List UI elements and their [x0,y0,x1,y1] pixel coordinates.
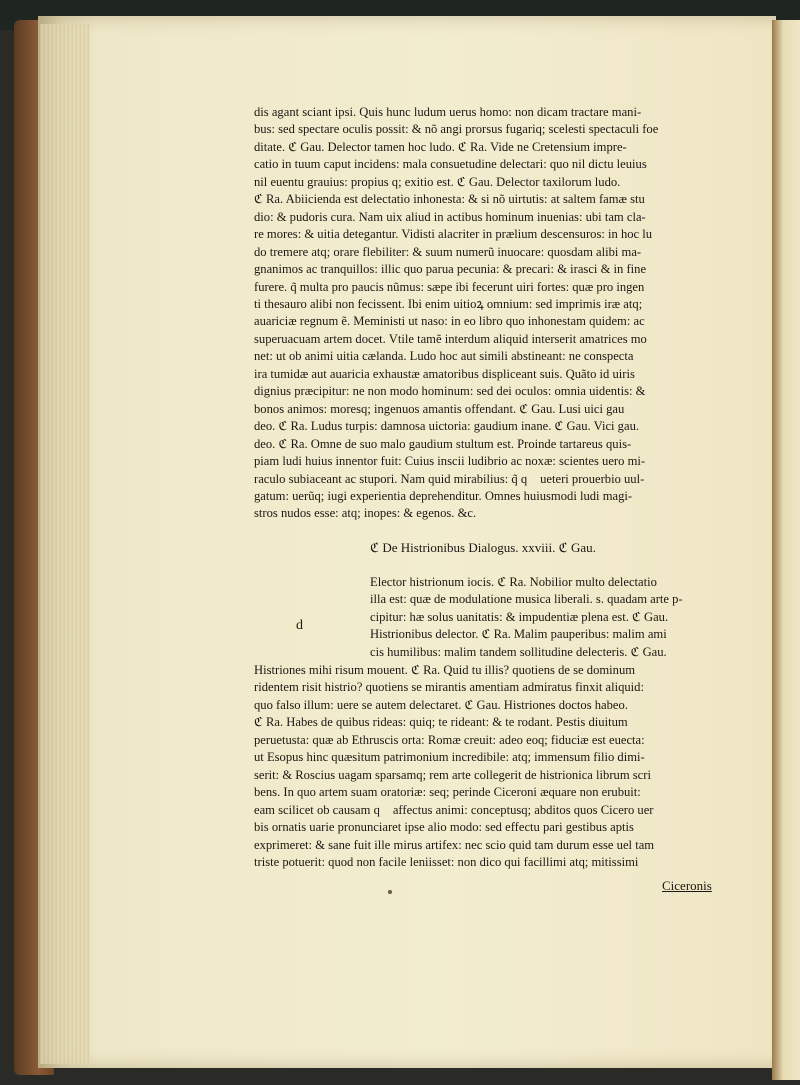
text-line: Elector histrionum iocis. ℭ Ra. Nobilior multo delectatio [370,575,657,589]
text-line: ut Esopus hinc quæsitum patrimonium incredibile: atq; immensum filio dimi- [254,750,645,765]
text-line: triste potuerit: quod non facile leniisset: non dico qui facillimi atq; mitissimi [254,854,639,869]
text-line: stros nudos esse: atq; inopes: & egenos. &c. [254,506,477,521]
text-line: exprimeret: & sane fuit ille mirus artifex: nec scio quid tam durum esse uel tam [254,837,655,852]
section-heading: ℭ De Histrionibus Dialogus. xxviii. ℭ Gau. [370,540,596,555]
text-line: bonos animos: moresq; ingenuos amantis offendant. ℭ Gau. Lusi uici gau [254,401,625,416]
text-line: quo falso illum: uere se autem delectaret. ℭ Gau. Histriones doctos habeo. [254,697,628,712]
text-line: furere. q̃ multa pro paucis nũmus: sæpe ibi fecerunt uiri fortes: quæ pro ingen [254,279,645,294]
facing-page-edge [772,20,800,1080]
text-line: ridentem risit histrio? quotiens se mirantis amentiam admiratus finxit aliquid: [254,680,644,695]
text-line: gatum: uerũq; iugi experientia deprehenditur. Omnes huiusmodi ludi magi- [254,488,633,503]
page-stack-edges [40,24,90,1064]
text-line: deo. ℭ Ra. Ludus turpis: damnosa uictoria: gaudium inane. ℭ Gau. Vici gau. [254,419,640,434]
text-line: cis humilibus: malim tandem sollitudine delecteris. ℭ Gau. [370,644,667,659]
text-line: illa est: quæ de modulatione musica liberali. s. quadam arte p- [370,592,683,607]
text-line: eam scilicet ob causam q᷑ affectus animi: conceptusq; abditos quos Cicero uer [254,802,654,817]
text-line: deo. ℭ Ra. Omne de suo malo gaudium stultum est. Proinde tartareus quis- [254,436,632,451]
text-line: bis ornatis uarie pronunciaret ipse alio modo: sed effectu pari gestibus aptis [254,820,634,835]
text-line: raculo subiaceant ac stupori. Nam quid mirabilius: q̃ q᷑ ueteri prouerbio uul- [254,471,645,486]
indented-text-block [370,574,732,661]
text-line: nil euentu grauius: propius q; exitio est. ℭ Gau. Delector taxilorum ludo. [254,174,621,189]
text-line: re mores: & uitia detegantur. Vidisti alacriter in prælium descensuros: in hoc lu [254,227,653,242]
text-line: gnanimos ac tranquillos: illic quo parua pecunia: & precari: & irasci & in fine [254,262,647,277]
text-line: auariciæ regnum ẽ. Meministi ut naso: in eo libro quo inhonestam quidem: ac [254,314,645,329]
margin-letter: d [296,618,303,633]
text-line: bus: sed spectare oculis possit: & nõ angi prorsus fugariq; scelesti spectaculi foe [254,122,659,137]
text-line: peruetusta: quæ ab Ethruscis orta: Romæ creuit: adeo eoq; fiduciæ est euecta: [254,732,645,747]
lower-text-block [254,662,730,871]
text-line: Histriones mihi risum mouent. ℭ Ra. Quid tu illis? quotiens de se dominum [254,663,636,677]
text-line: dis agant sciant ipsi. Quis hunc ludum uerus homo: non dicam tractare mani- [254,105,642,119]
text-line: ℭ Ra. Abiicienda est delectatio inhonesta: & si nõ uirtutis: at saltem famæ stu [254,192,645,207]
text-line: dio: & pudoris cura. Nam uix aliud in actibus hominum inuenias: ubi tam cla- [254,209,646,224]
text-line: ℭ Ra. Habes de quibus rideas: quiq; te rideant: & te rodant. Pestis diuitum [254,715,628,730]
text-line: piam ludi huius innentor fuit: Cuius inscii ludibrio ac noxæ: scientes uero mi- [254,454,646,469]
text-line: superuacuam artem docet. Vtile tamẽ interdum aliquid interserit amatrices mo [254,331,647,346]
text-line: Histrionibus delector. ℭ Ra. Malim pauperibus: malim ami [370,627,667,642]
text-line: cipitur: hæ solus uanitatis: & impudentiæ plena est. ℭ Gau. [370,609,669,624]
text-line: net: ut ob animi uitia cælanda. Ludo hoc aut simili abstineant: ne conspecta [254,349,634,364]
main-text-block [254,104,730,523]
text-line: dignius præcipitur: ne non modo hominum: sed dei oculos: omnia uidentis: & [254,384,646,399]
catchword: Ciceronis [662,878,712,893]
ink-mark [388,890,392,894]
text-line: ira tumidæ aut auaricia exhaustæ amatoribus displiceant suis. Quãto id uiris [254,366,635,381]
text-line: catio in tuum caput incidens: mala consuetudine delectari: quo nil dictu leuius [254,157,647,172]
text-line: ditate. ℭ Gau. Delector tamen hoc ludo. ℭ Ra. Vide ne Cretensium impre- [254,139,627,154]
text-line: ti thesauro alibi non fecissent. Ibi enim uitioꝝ omnium: sed imprimis iræ atq; [254,296,643,311]
text-line: bens. In quo artem suam oratoriæ: seq; perinde Ciceroni æquare non erubuit: [254,785,641,800]
text-line: do tremere atq; orare flebiliter: & suum numerũ inuocare: quosdam alibi ma- [254,244,642,259]
text-line: serit: & Roscius uagam sparsamq; rem arte collegerit de histrionica librum scri [254,767,651,782]
